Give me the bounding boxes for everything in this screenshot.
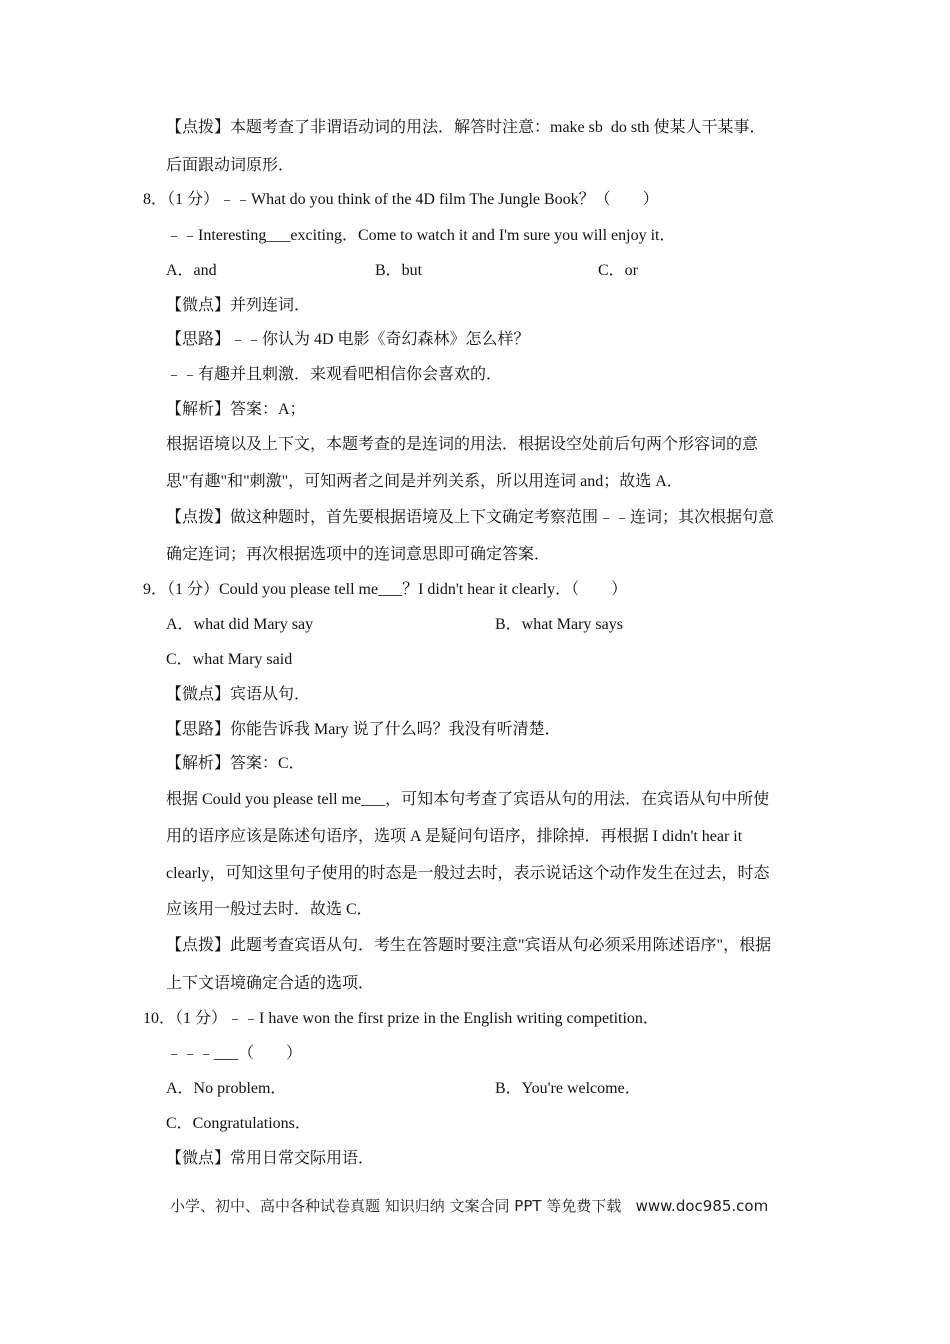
text-line: clearly，可知这里句子使用的时态是一般过去时，表示说话这个动作发生在过去，时态: [166, 865, 770, 882]
text-line: 【解析】答案：A；: [166, 401, 306, 418]
text-line: 【微点】常用日常交际用语．: [166, 1150, 375, 1167]
text-line: 【微点】并列连词．: [166, 297, 311, 314]
option-b: B．You're welcome．: [495, 1080, 641, 1097]
question-9-stem: 9．（1 分）Could you please tell me___？I didn't hear it clearly．（ ）: [143, 581, 628, 598]
option-b: B．what Mary says: [495, 616, 623, 633]
option-a: A．what did Mary say: [166, 616, 314, 633]
option-c: C．Congratulations．: [166, 1115, 311, 1132]
page-footer: 小学、初中、高中各种试卷真题 知识归纳 文案合同 PPT 等免费下载 www.doc985.com: [170, 1197, 769, 1215]
text-line: 【微点】宾语从句．: [166, 686, 311, 703]
text-line: 【点拨】本题考查了非谓语动词的用法．解答时注意：make sb do sth 使某人干某事．: [166, 119, 766, 136]
text-line: 思"有趣"和"刺激"，可知两者之间是并列关系，所以用连词 and；故选 A．: [166, 473, 683, 490]
text-line: 【点拨】此题考查宾语从句．考生在答题时要注意"宾语从句必须采用陈述语序"，根据: [166, 937, 772, 954]
text-line: 上下文语境确定合适的选项．: [166, 975, 375, 992]
option-c: C．or: [598, 262, 639, 279]
text-line: 根据 Could you please tell me___，可知本句考查了宾语从句的用法．在宾语从句中所使: [166, 791, 770, 808]
option-c: C．what Mary said: [166, 651, 293, 668]
text-line: 应该用一般过去时．故选 C．: [166, 901, 373, 918]
text-line: 【解析】答案：C．: [166, 755, 305, 772]
question-8-dialogue: ﹣﹣Interesting___exciting．Come to watch it and I'm sure you will enjoy it．: [166, 227, 676, 244]
text-line: 确定连词；再次根据选项中的连词意思即可确定答案．: [166, 546, 551, 563]
question-10-stem: 10．（1 分）﹣﹣I have won the first prize in the English writing competition．: [143, 1010, 659, 1027]
text-line: 【点拨】做这种题时，首先要根据语境及上下文确定考察范围﹣﹣连词；其次根据句意: [166, 509, 775, 526]
text-line: ﹣﹣有趣并且刺激．来观看吧相信你会喜欢的．: [166, 366, 503, 383]
text-line: 后面跟动词原形．: [166, 157, 295, 174]
option-b: B．but: [375, 262, 423, 279]
text-line: 用的语序应该是陈述句语序，选项 A 是疑问句语序，排除掉．再根据 I didn't hear it: [166, 828, 743, 845]
option-a: A．and: [166, 262, 217, 279]
question-10-dialogue: ﹣﹣﹣___（ ）: [166, 1045, 303, 1062]
text-line: 【思路】﹣﹣你认为 4D 电影《奇幻森林》怎么样？: [166, 331, 530, 348]
text-line: 根据语境以及上下文，本题考查的是连词的用法．根据设空处前后句两个形容词的意: [166, 436, 759, 453]
option-a: A．No problem．: [166, 1080, 287, 1097]
question-8-stem: 8．（1 分）﹣﹣What do you think of the 4D film The Jungle Book？（ ）: [143, 191, 659, 208]
text-line: 【思路】你能告诉我 Mary 说了什么吗？我没有听清楚．: [166, 721, 561, 738]
